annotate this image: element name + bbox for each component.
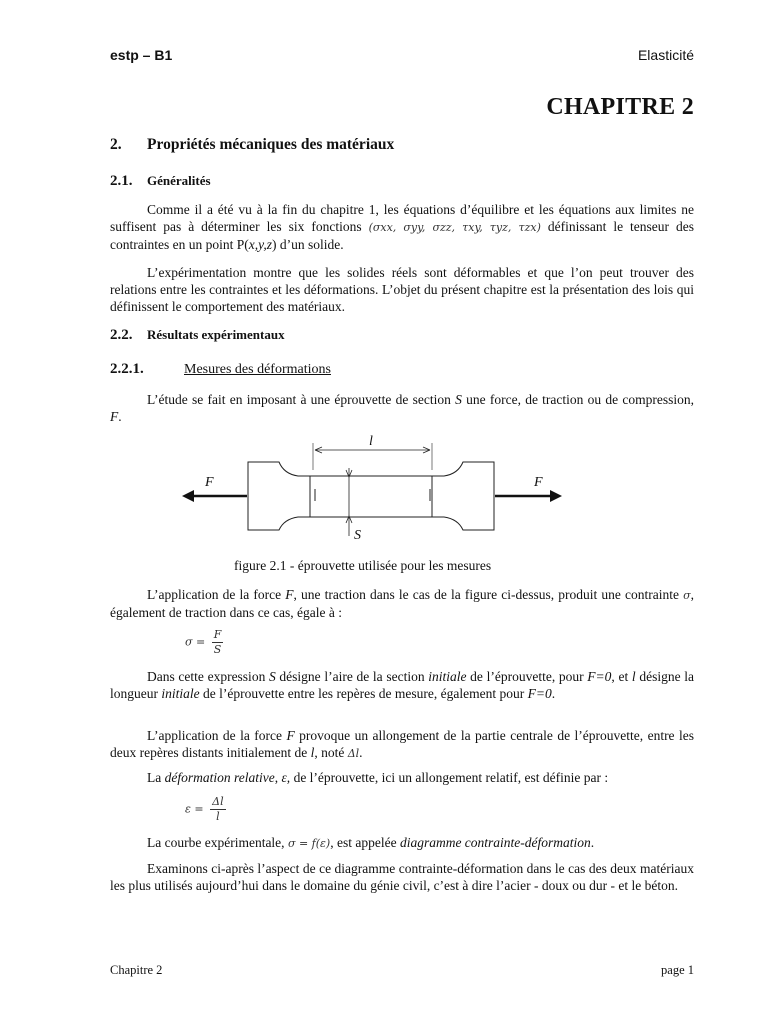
formula-stress-numerator: F <box>213 628 222 641</box>
subsection-number: 2.2. <box>110 327 133 343</box>
specimen-right-grip <box>432 462 494 530</box>
stress-functions-math: (σxx, σyy, σzz, τxy, τyz, τzx) <box>368 221 541 234</box>
formula-strain <box>185 795 226 824</box>
p6-text-d: . <box>359 745 363 760</box>
p1-text-a: Comme il a été vu à la fin du chapitre 1, les équations d’équilibre et les équations aux limites ne suffisent pas à déterminer les six fonctions <box>110 202 694 234</box>
p6-F: F <box>286 728 295 743</box>
footer-page-number: page 1 <box>661 963 694 977</box>
specimen-left-grip <box>248 462 310 530</box>
p5-text-g: . <box>551 686 556 701</box>
p4-text-c: , également de traction dans ce cas, égale à : <box>110 587 694 620</box>
subsection-title: Résultats expérimentaux <box>147 327 285 342</box>
section-title: Propriétés mécaniques des matériaux <box>147 136 395 153</box>
p5-f0-b: F=0 <box>527 686 552 701</box>
p5-text-f: de l’éprouvette entre les repères de mesure, également pour <box>199 686 528 701</box>
p6-text-b: provoque un allongement de la partie centrale de l’éprouvette, entre les deux repères distants initialement de <box>110 728 694 760</box>
p5-S: S <box>269 669 276 684</box>
p5-l: l <box>631 669 636 684</box>
paragraph-4 <box>110 586 694 621</box>
formula-strain-lhs: ε = <box>185 802 204 816</box>
paragraph-3 <box>110 391 694 425</box>
p5-f0-a: F=0 <box>587 669 612 684</box>
subsubsection-heading-2-2-1 <box>110 361 331 378</box>
header-right: Elasticité <box>637 47 694 63</box>
p7-epsilon: ε, <box>281 770 291 785</box>
chapter-title: CHAPITRE 2 <box>546 94 694 120</box>
formula-stress-fraction <box>212 628 224 657</box>
formula-stress-denominator: S <box>213 643 222 656</box>
paragraph-7 <box>110 769 694 786</box>
paragraph-8 <box>110 834 694 852</box>
force-arrow-right-head <box>550 490 562 502</box>
p5-initiale-2: initiale <box>161 686 200 701</box>
paragraph-9: Examinons ci-après l’aspect de ce diagramme contrainte-déformation dans le cas des deux matériaux les plus utilisés aujourd’hui dans le domaine du génie civil, c’est à dire l’acier - doux ou dur - et le béton. <box>110 861 694 893</box>
p5-text-a: Dans cette expression <box>147 669 269 684</box>
p4-text-b: , une traction dans le cas de la figure ci-dessus, produit une contrainte <box>293 587 684 602</box>
paragraph-1 <box>110 201 694 253</box>
p1-coords: x,y,z <box>248 237 272 252</box>
subsection-heading-2-1 <box>110 173 211 190</box>
p6-text-c: , noté <box>314 745 348 760</box>
specimen-figure <box>110 428 694 550</box>
p3-text-b: une force, de traction ou de compression, <box>461 392 694 407</box>
subsection-title: Généralités <box>147 173 211 188</box>
p3-F: F <box>110 409 119 424</box>
p1-text-c: ) d’un solide. <box>271 237 344 252</box>
p5-text-c: de l’éprouvette, pour <box>466 669 588 684</box>
figure-label-l: l <box>369 434 373 449</box>
p5-text-d: , et <box>611 669 632 684</box>
paragraph-2: L’expérimentation montre que les solides réels sont déformables et que l’on peut trouver des relations entre les contraintes et les déformations. L’objet du présent chapitre est la présentation des lois qui définissent le comportement des matériaux. <box>110 265 694 314</box>
formula-strain-fraction <box>210 795 225 824</box>
p7-definition: déformation relative <box>164 770 275 785</box>
subsection-heading-2-2 <box>110 327 285 344</box>
subsubsection-title: Mesures des déformations <box>184 362 331 377</box>
p3-S: S <box>455 392 462 407</box>
p1-text-b: définissant le tenseur des contraintes en un point P( <box>110 219 695 252</box>
specimen-gauge-section <box>310 476 432 517</box>
p5-initiale-1: initiale <box>428 669 467 684</box>
paragraph-6 <box>110 727 694 762</box>
paragraph-5 <box>110 668 694 702</box>
p8-text-b: , est appelée <box>330 835 400 850</box>
figure-caption: figure 2.1 - éprouvette utilisée pour les mesures <box>234 558 492 573</box>
p8-curve-math: σ = f(ε) <box>287 837 331 850</box>
p6-delta-l: Δl <box>347 747 360 760</box>
p8-diagram-term: diagramme contrainte-déformation <box>399 835 591 850</box>
p6-l: l <box>310 745 315 760</box>
formula-stress <box>185 628 223 657</box>
footer-left: Chapitre 2 <box>110 963 163 977</box>
p5-text-e: désigne la longueur <box>110 669 694 701</box>
subsubsection-number: 2.2.1. <box>110 361 144 377</box>
p7-text-b: , <box>274 770 282 785</box>
section-number: 2. <box>110 136 122 153</box>
p8-text-a: La courbe expérimentale, <box>147 835 288 850</box>
p4-text-a: L’application de la force <box>147 587 286 602</box>
p3-text-a: L’étude se fait en imposant à une éprouvette de section <box>147 392 456 407</box>
figure-label-f-right: F <box>534 475 543 490</box>
figure-label-f-left: F <box>205 475 214 490</box>
formula-strain-numerator: Δl <box>212 795 224 808</box>
header-left: estp – B1 <box>110 47 173 63</box>
p6-text-a: L’application de la force <box>147 728 287 743</box>
formula-stress-lhs: σ = <box>185 635 206 649</box>
p8-text-c: . <box>590 835 595 850</box>
figure-label-s: S <box>354 528 361 543</box>
formula-strain-denominator: l <box>216 810 220 823</box>
p7-text-a: La <box>147 770 165 785</box>
subsection-number: 2.1. <box>110 173 133 189</box>
p4-F: F <box>285 587 294 602</box>
force-arrow-left-head <box>182 490 194 502</box>
p7-text-c: de l’éprouvette, ici un allongement relatif, est définie par : <box>290 770 609 785</box>
p5-text-b: désigne l’aire de la section <box>275 669 429 684</box>
p3-text-c: . <box>118 409 122 424</box>
section-heading <box>110 136 394 154</box>
p4-sigma: σ <box>683 589 691 602</box>
